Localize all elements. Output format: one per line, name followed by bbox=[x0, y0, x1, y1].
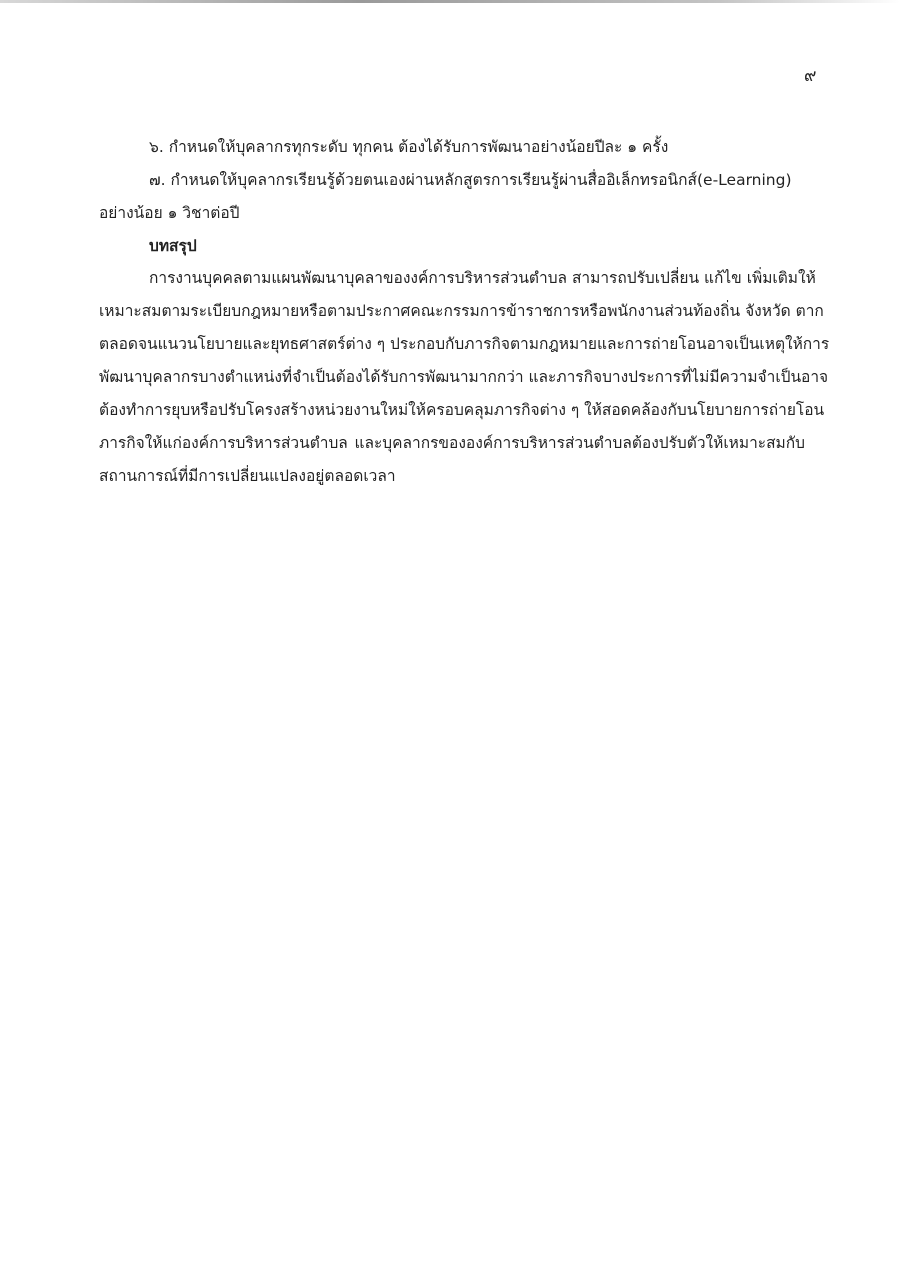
summary-line-6: ภารกิจให้แก่องค์การบริหารส่วนตำบล และบุคลากรขององค์การบริหารส่วนตำบลต้องปรับตัวให้เหมาะสมกับ bbox=[99, 434, 805, 452]
scan-top-edge bbox=[0, 0, 900, 3]
list-item-7: ๗. กำหนดให้บุคลากรเรียนรู้ด้วยตนเองผ่านหลักสูตรการเรียนรู้ผ่านสื่ออิเล็กทรอนิกส์(e-Learning) bbox=[149, 171, 792, 189]
summary-line-4: พัฒนาบุคลากรบางตำแหน่งที่จำเป็นต้องได้รับการพัฒนามากกว่า และภารกิจบางประการที่ไม่มีความจำเป็นอาจ bbox=[99, 368, 829, 386]
list-item-7-continuation: อย่างน้อย ๑ วิชาต่อปี bbox=[99, 204, 240, 222]
summary-line-2: เหมาะสมตามระเบียบกฎหมายหรือตามประกาศคณะกรรมการข้าราชการหรือพนักงานส่วนท้องถิ่น จังหวัด ตาก bbox=[99, 302, 824, 320]
summary-line-5: ต้องทำการยุบหรือปรับโครงสร้างหน่วยงานใหม่ให้ครอบคลุมภารกิจต่าง ๆ ให้สอดคล้องกับนโยบายการถ่ายโอน bbox=[99, 401, 825, 419]
summary-line-1: การงานบุคคลตามแผนพัฒนาบุคลาของงค์การบริหารส่วนตำบล สามารถปรับเปลี่ยน แก้ไข เพิ่มเติมให้ bbox=[149, 269, 816, 287]
list-item-6: ๖. กำหนดให้บุคลากรทุกระดับ ทุกคน ต้องได้รับการพัฒนาอย่างน้อยปีละ ๑ ครั้ง bbox=[149, 138, 669, 156]
section-heading: บทสรุป bbox=[149, 237, 197, 255]
page-number: ๙ bbox=[804, 66, 817, 86]
summary-line-7: สถานการณ์ที่มีการเปลี่ยนแปลงอยู่ตลอดเวลา bbox=[99, 467, 396, 485]
summary-line-3: ตลอดจนแนวนโยบายและยุทธศาสตร์ต่าง ๆ ประกอบกับภารกิจตามกฎหมายและการถ่ายโอนอาจเป็นเหตุให้การ bbox=[99, 335, 830, 353]
